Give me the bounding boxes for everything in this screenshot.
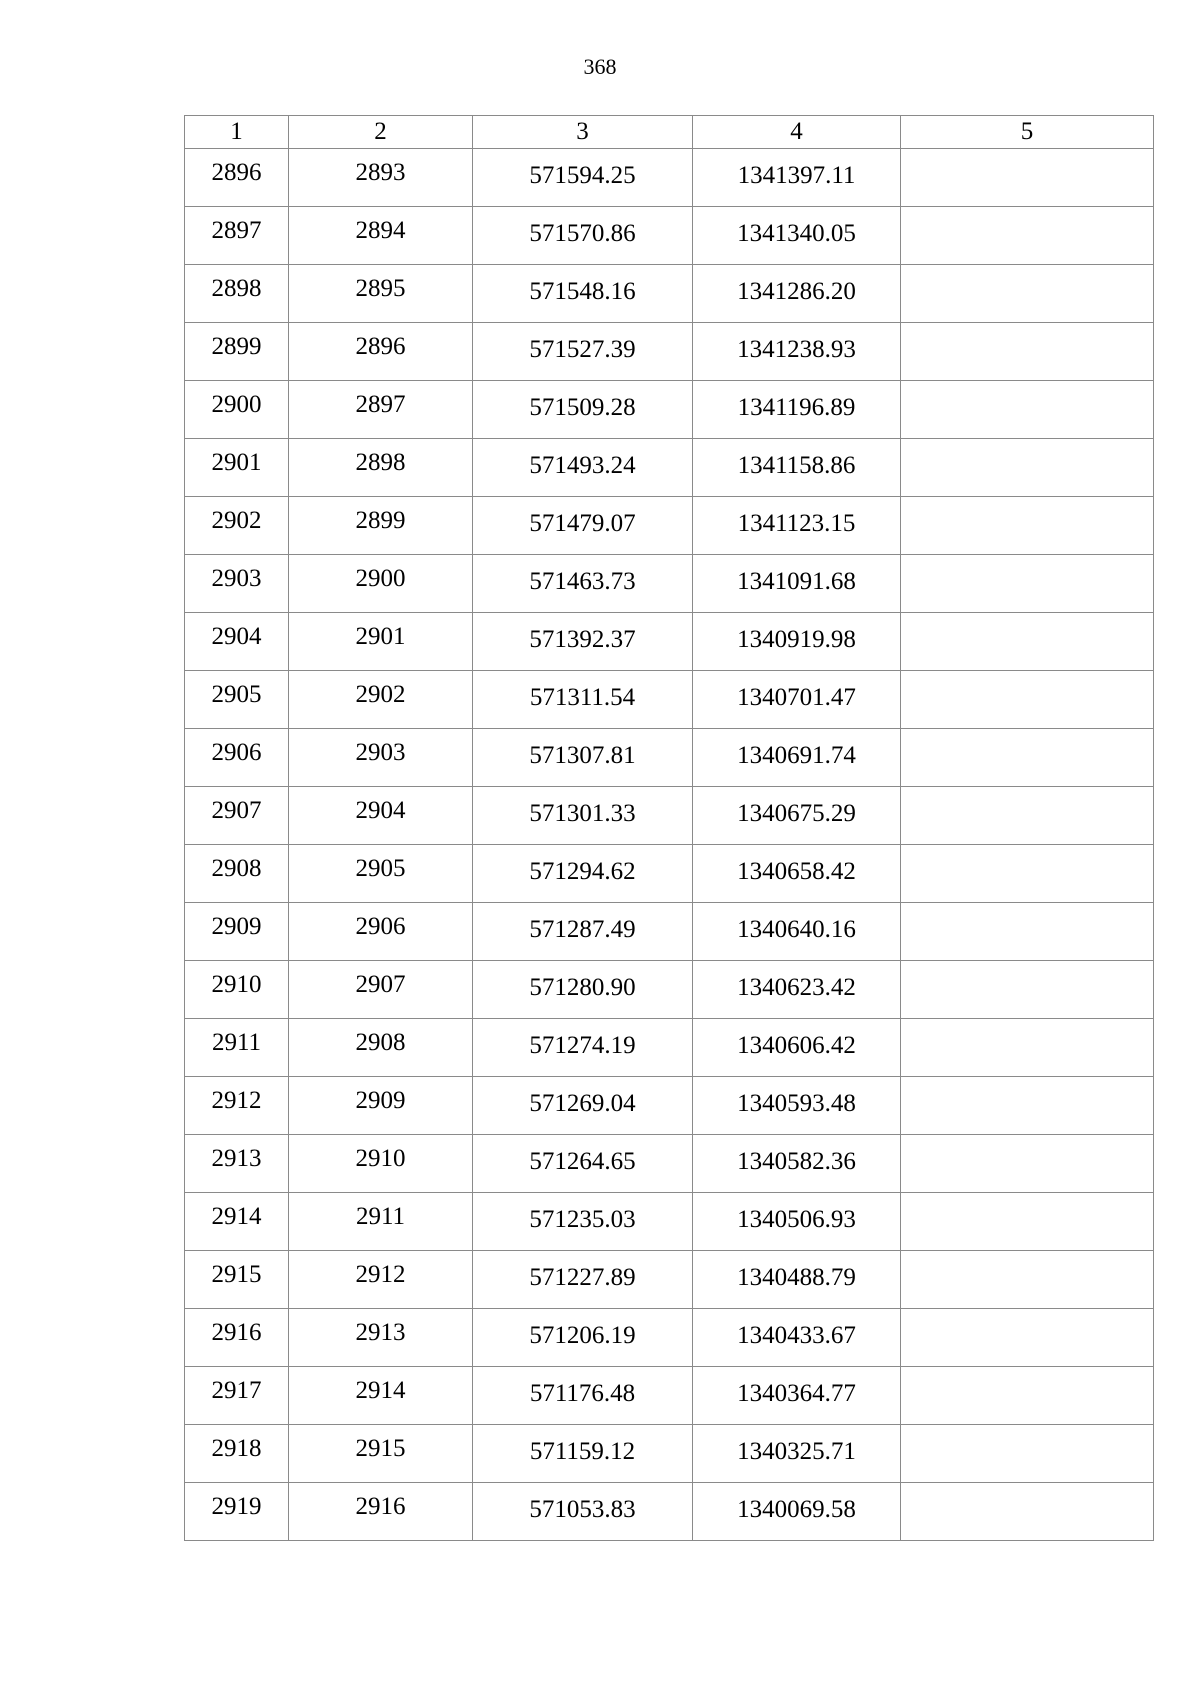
table-row xyxy=(185,903,1154,961)
x-coordinate-cell: 571280.90 xyxy=(473,961,693,1019)
prev-point-number-cell: 2895 xyxy=(289,265,473,323)
table-row xyxy=(185,1367,1154,1425)
note-cell xyxy=(901,1483,1154,1541)
prev-point-number-cell: 2910 xyxy=(289,1135,473,1193)
x-coordinate-cell: 571264.65 xyxy=(473,1135,693,1193)
note-cell xyxy=(901,1367,1154,1425)
note-cell xyxy=(901,961,1154,1019)
prev-point-number-cell: 2899 xyxy=(289,497,473,555)
point-number-cell: 2907 xyxy=(185,787,289,845)
x-coordinate-cell: 571594.25 xyxy=(473,149,693,207)
note-cell xyxy=(901,1077,1154,1135)
x-coordinate-cell: 571294.62 xyxy=(473,845,693,903)
point-number-cell: 2898 xyxy=(185,265,289,323)
table-row xyxy=(185,729,1154,787)
point-number-cell: 2913 xyxy=(185,1135,289,1193)
table-row xyxy=(185,381,1154,439)
y-coordinate-cell: 1340606.42 xyxy=(693,1019,901,1077)
prev-point-number-cell: 2898 xyxy=(289,439,473,497)
note-cell xyxy=(901,207,1154,265)
point-number-cell: 2906 xyxy=(185,729,289,787)
page-number: 368 xyxy=(583,54,617,79)
x-coordinate-cell: 571301.33 xyxy=(473,787,693,845)
note-cell xyxy=(901,1193,1154,1251)
prev-point-number-cell: 2902 xyxy=(289,671,473,729)
y-coordinate-cell: 1340593.48 xyxy=(693,1077,901,1135)
prev-point-number-cell: 2901 xyxy=(289,613,473,671)
point-number-cell: 2908 xyxy=(185,845,289,903)
table-row xyxy=(185,1019,1154,1077)
table-row xyxy=(185,265,1154,323)
prev-point-number-cell: 2912 xyxy=(289,1251,473,1309)
y-coordinate-cell: 1340675.29 xyxy=(693,787,901,845)
coordinates-table xyxy=(184,115,1154,1541)
table-row xyxy=(185,845,1154,903)
header-col-3: 3 xyxy=(473,116,693,149)
table-row xyxy=(185,787,1154,845)
x-coordinate-cell: 571527.39 xyxy=(473,323,693,381)
point-number-cell: 2899 xyxy=(185,323,289,381)
table-row xyxy=(185,149,1154,207)
table-row xyxy=(185,671,1154,729)
x-coordinate-cell: 571274.19 xyxy=(473,1019,693,1077)
x-coordinate-cell: 571548.16 xyxy=(473,265,693,323)
note-cell xyxy=(901,903,1154,961)
x-coordinate-cell: 571053.83 xyxy=(473,1483,693,1541)
note-cell xyxy=(901,671,1154,729)
header-col-1: 1 xyxy=(185,116,289,149)
table-row xyxy=(185,1135,1154,1193)
x-coordinate-cell: 571570.86 xyxy=(473,207,693,265)
x-coordinate-cell: 571311.54 xyxy=(473,671,693,729)
note-cell xyxy=(901,323,1154,381)
prev-point-number-cell: 2893 xyxy=(289,149,473,207)
table-row xyxy=(185,1483,1154,1541)
y-coordinate-cell: 1340488.79 xyxy=(693,1251,901,1309)
table-header xyxy=(185,116,1154,149)
y-coordinate-cell: 1340623.42 xyxy=(693,961,901,1019)
table-row xyxy=(185,497,1154,555)
note-cell xyxy=(901,555,1154,613)
point-number-cell: 2909 xyxy=(185,903,289,961)
point-number-cell: 2916 xyxy=(185,1309,289,1367)
table-row xyxy=(185,323,1154,381)
point-number-cell: 2918 xyxy=(185,1425,289,1483)
prev-point-number-cell: 2906 xyxy=(289,903,473,961)
x-coordinate-cell: 571227.89 xyxy=(473,1251,693,1309)
y-coordinate-cell: 1341397.11 xyxy=(693,149,901,207)
point-number-cell: 2911 xyxy=(185,1019,289,1077)
x-coordinate-cell: 571159.12 xyxy=(473,1425,693,1483)
table-row xyxy=(185,1251,1154,1309)
point-number-cell: 2902 xyxy=(185,497,289,555)
prev-point-number-cell: 2897 xyxy=(289,381,473,439)
table-row xyxy=(185,555,1154,613)
table-row xyxy=(185,961,1154,1019)
note-cell xyxy=(901,1019,1154,1077)
y-coordinate-cell: 1340658.42 xyxy=(693,845,901,903)
y-coordinate-cell: 1340640.16 xyxy=(693,903,901,961)
y-coordinate-cell: 1340325.71 xyxy=(693,1425,901,1483)
table-body xyxy=(185,149,1154,1541)
y-coordinate-cell: 1340506.93 xyxy=(693,1193,901,1251)
prev-point-number-cell: 2903 xyxy=(289,729,473,787)
point-number-cell: 2903 xyxy=(185,555,289,613)
prev-point-number-cell: 2908 xyxy=(289,1019,473,1077)
y-coordinate-cell: 1340364.77 xyxy=(693,1367,901,1425)
y-coordinate-cell: 1341286.20 xyxy=(693,265,901,323)
prev-point-number-cell: 2911 xyxy=(289,1193,473,1251)
header-col-5: 5 xyxy=(901,116,1154,149)
x-coordinate-cell: 571176.48 xyxy=(473,1367,693,1425)
x-coordinate-cell: 571307.81 xyxy=(473,729,693,787)
prev-point-number-cell: 2909 xyxy=(289,1077,473,1135)
x-coordinate-cell: 571479.07 xyxy=(473,497,693,555)
table-row xyxy=(185,1077,1154,1135)
y-coordinate-cell: 1340701.47 xyxy=(693,671,901,729)
point-number-cell: 2896 xyxy=(185,149,289,207)
point-number-cell: 2914 xyxy=(185,1193,289,1251)
prev-point-number-cell: 2907 xyxy=(289,961,473,1019)
table-row xyxy=(185,439,1154,497)
point-number-cell: 2897 xyxy=(185,207,289,265)
y-coordinate-cell: 1341340.05 xyxy=(693,207,901,265)
point-number-cell: 2900 xyxy=(185,381,289,439)
prev-point-number-cell: 2894 xyxy=(289,207,473,265)
table-row xyxy=(185,1309,1154,1367)
x-coordinate-cell: 571269.04 xyxy=(473,1077,693,1135)
point-number-cell: 2919 xyxy=(185,1483,289,1541)
x-coordinate-cell: 571206.19 xyxy=(473,1309,693,1367)
note-cell xyxy=(901,1425,1154,1483)
table-row xyxy=(185,1425,1154,1483)
point-number-cell: 2901 xyxy=(185,439,289,497)
x-coordinate-cell: 571287.49 xyxy=(473,903,693,961)
x-coordinate-cell: 571463.73 xyxy=(473,555,693,613)
prev-point-number-cell: 2914 xyxy=(289,1367,473,1425)
y-coordinate-cell: 1341196.89 xyxy=(693,381,901,439)
x-coordinate-cell: 571392.37 xyxy=(473,613,693,671)
prev-point-number-cell: 2913 xyxy=(289,1309,473,1367)
note-cell xyxy=(901,149,1154,207)
point-number-cell: 2917 xyxy=(185,1367,289,1425)
prev-point-number-cell: 2916 xyxy=(289,1483,473,1541)
prev-point-number-cell: 2915 xyxy=(289,1425,473,1483)
prev-point-number-cell: 2896 xyxy=(289,323,473,381)
y-coordinate-cell: 1340069.58 xyxy=(693,1483,901,1541)
note-cell xyxy=(901,1309,1154,1367)
table-row xyxy=(185,207,1154,265)
y-coordinate-cell: 1340691.74 xyxy=(693,729,901,787)
note-cell xyxy=(901,381,1154,439)
point-number-cell: 2904 xyxy=(185,613,289,671)
y-coordinate-cell: 1340582.36 xyxy=(693,1135,901,1193)
note-cell xyxy=(901,1251,1154,1309)
header-col-4: 4 xyxy=(693,116,901,149)
y-coordinate-cell: 1341091.68 xyxy=(693,555,901,613)
y-coordinate-cell: 1341123.15 xyxy=(693,497,901,555)
x-coordinate-cell: 571493.24 xyxy=(473,439,693,497)
note-cell xyxy=(901,729,1154,787)
x-coordinate-cell: 571235.03 xyxy=(473,1193,693,1251)
header-row xyxy=(185,116,1154,149)
note-cell xyxy=(901,497,1154,555)
point-number-cell: 2905 xyxy=(185,671,289,729)
note-cell xyxy=(901,787,1154,845)
table-row xyxy=(185,613,1154,671)
y-coordinate-cell: 1341238.93 xyxy=(693,323,901,381)
point-number-cell: 2912 xyxy=(185,1077,289,1135)
note-cell xyxy=(901,613,1154,671)
point-number-cell: 2915 xyxy=(185,1251,289,1309)
prev-point-number-cell: 2905 xyxy=(289,845,473,903)
note-cell xyxy=(901,439,1154,497)
y-coordinate-cell: 1341158.86 xyxy=(693,439,901,497)
note-cell xyxy=(901,845,1154,903)
y-coordinate-cell: 1340433.67 xyxy=(693,1309,901,1367)
note-cell xyxy=(901,1135,1154,1193)
prev-point-number-cell: 2904 xyxy=(289,787,473,845)
table-row xyxy=(185,1193,1154,1251)
x-coordinate-cell: 571509.28 xyxy=(473,381,693,439)
note-cell xyxy=(901,265,1154,323)
header-col-2: 2 xyxy=(289,116,473,149)
y-coordinate-cell: 1340919.98 xyxy=(693,613,901,671)
prev-point-number-cell: 2900 xyxy=(289,555,473,613)
point-number-cell: 2910 xyxy=(185,961,289,1019)
